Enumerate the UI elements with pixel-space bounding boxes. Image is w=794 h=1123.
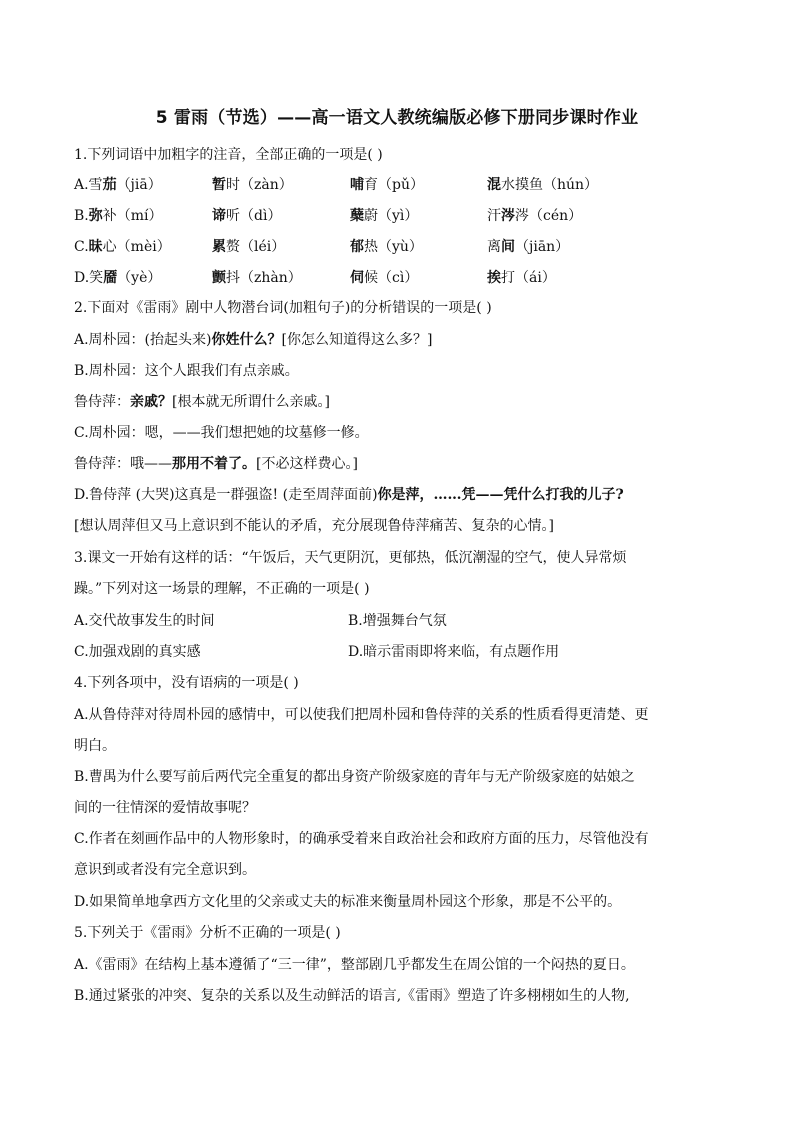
q1-option-d-1: D.笑靥（yè） xyxy=(74,270,162,286)
q4-option-d: D.如果简单地拿西方文化里的父亲或丈夫的标准来衡量周朴园这个形象，那是不公平的。 xyxy=(74,894,622,910)
q2-option-a: A.周朴园：(抬起头来)你姓什么？[你怎么知道得这么多？] xyxy=(74,332,433,348)
q5-stem: 5.下列关于《雷雨》分析不正确的一项是( ) xyxy=(74,925,341,941)
q1-option-c-4: 离间（jiān） xyxy=(487,239,570,255)
q4-option-a-line1: A.从鲁侍萍对待周朴园的感情中，可以使我们把周朴园和鲁侍萍的关系的性质看得更清楚、更 xyxy=(74,707,649,723)
q4-option-c-line1: C.作者在刻画作品中的人物形象时，的确承受着来自政治社会和政府方面的压力，尽管他没有 xyxy=(74,831,649,847)
q1-option-c-3: 郁热（yù） xyxy=(350,239,423,255)
q4-option-b-line1: B.曹禺为什么要写前后两代完全重复的都出身资产阶级家庭的青年与无产阶级家庭的姑娘之 xyxy=(74,769,635,785)
q1-option-a-3: 哺育（pǔ） xyxy=(350,177,424,193)
q2-stem: 2.下面对《雷雨》剧中人物潜台词(加粗句子)的分析错误的一项是( ) xyxy=(74,300,492,316)
q4-stem: 4.下列各项中，没有语病的一项是( ) xyxy=(74,675,299,691)
q2-option-d-line1: D.鲁侍萍 (大哭)这真是一群强盗! (走至周萍面前)你是萍，……凭——凭什么打我的儿子? xyxy=(74,487,624,503)
q2-option-c-line1: C.周朴园：嗯，——我们想把她的坟墓修一修。 xyxy=(74,425,369,441)
q3-stem-line2: 躁。”下列对这一场景的理解，不正确的一项是( ) xyxy=(74,581,370,597)
q1-option-d-2: 颤抖（zhàn） xyxy=(212,270,302,286)
q1-stem: 1.下列词语中加粗字的注音，全部正确的一项是( ) xyxy=(74,147,383,163)
q1-option-c-1: C.昧心（mèi） xyxy=(74,239,171,255)
q1-option-b-4: 汗涔涔（cén） xyxy=(487,208,583,224)
q1-option-b-2: 谛听（dì） xyxy=(212,208,282,224)
q2-option-b-line2: 鲁侍萍：亲戚？[根本就无所谓什么亲戚。] xyxy=(74,394,330,410)
q1-option-d-3: 伺候（cì） xyxy=(350,270,419,286)
q2-option-d-line2: [想认周萍但又马上意识到不能认的矛盾，充分展现鲁侍萍痛苦、复杂的心情。] xyxy=(74,518,554,534)
q1-option-a-2: 暂时（zàn） xyxy=(212,177,293,193)
q2-option-c-line2: 鲁侍萍：哦——那用不着了。[不必这样费心。] xyxy=(74,456,358,472)
q1-option-a-4: 混水摸鱼（hún） xyxy=(487,177,599,193)
q5-option-b: B.通过紧张的冲突、复杂的关系以及生动鲜活的语言,《雷雨》塑造了许多栩栩如生的人物, xyxy=(74,988,630,1004)
q3-option-d: D.暗示雷雨即将来临，有点题作用 xyxy=(348,644,560,660)
q3-stem-line1: 3.课文一开始有这样的话：“午饭后，天气更阴沉，更郁热，低沉潮湿的空气，使人异常烦 xyxy=(74,550,627,566)
q1-option-a-1: A.雪茄（jiā） xyxy=(74,177,162,193)
q3-option-a: A.交代故事发生的时间 xyxy=(74,613,215,629)
q1-option-d-4: 挨打（ái） xyxy=(487,270,556,286)
document-title: 5 雷雨（节选）——高一语文人教统编版必修下册同步课时作业 xyxy=(155,108,639,128)
q4-option-c-line2: 意识到或者没有完全意识到。 xyxy=(74,862,256,878)
q2-option-b-line1: B.周朴园：这个人跟我们有点亲戚。 xyxy=(74,363,299,379)
q3-option-c: C.加强戏剧的真实感 xyxy=(74,644,201,660)
q1-option-b-3: 蘖蔚（yì） xyxy=(350,208,419,224)
q5-option-a: A.《雷雨》在结构上基本遵循了“三一律”，整部剧几乎都发生在周公馆的一个闷热的夏日。 xyxy=(74,957,635,973)
q4-option-a-line2: 明白。 xyxy=(74,738,116,754)
q1-option-b-1: B.弥补（mí） xyxy=(74,208,163,224)
q1-option-c-2: 累赘（léi） xyxy=(212,239,286,255)
q4-option-b-line2: 间的一往情深的爱情故事呢？ xyxy=(74,800,256,816)
q3-option-b: B.增强舞台气氛 xyxy=(348,613,447,629)
